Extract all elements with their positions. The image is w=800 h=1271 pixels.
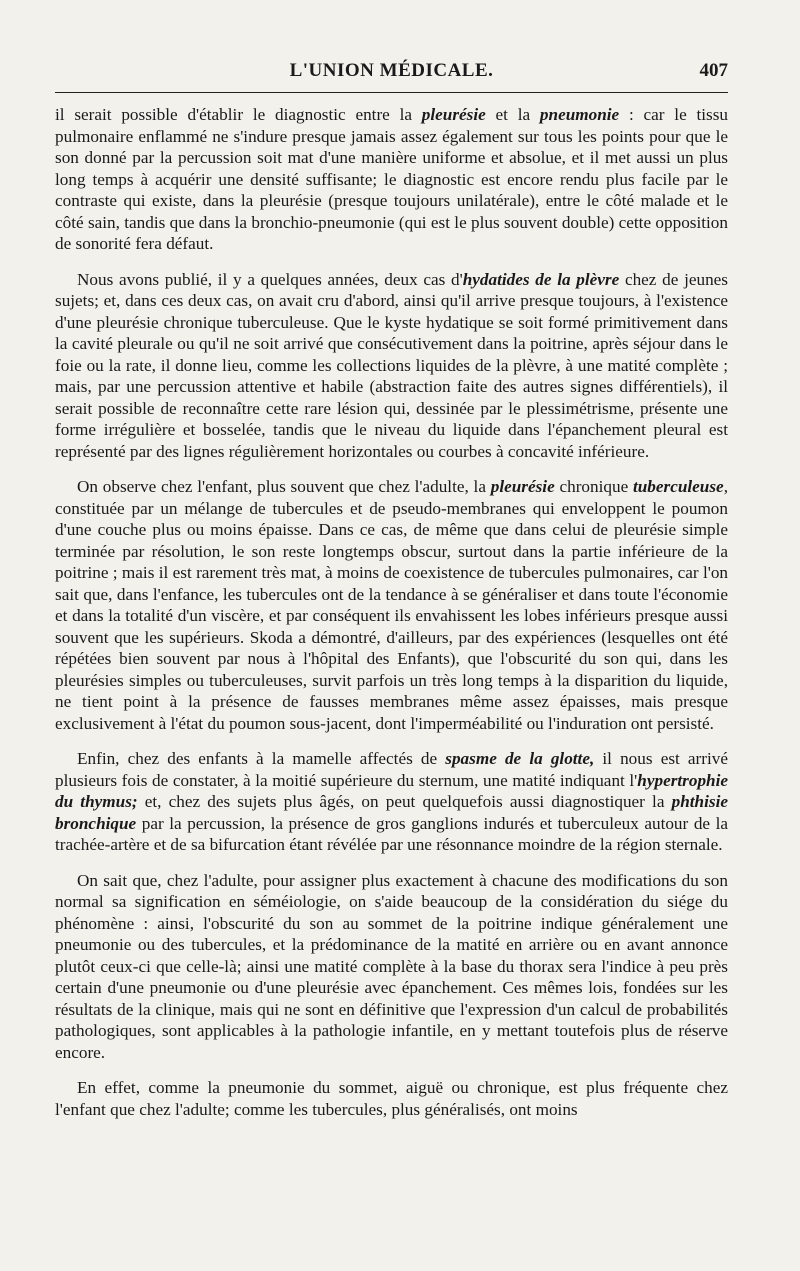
paragraph bbox=[55, 476, 728, 734]
text-run: il nous est arrivé plusieurs fois de constater, à la moitié supérieure du sternum, une matité indiquant l' bbox=[55, 749, 728, 790]
italic-term: tuberculeuse bbox=[632, 477, 724, 496]
italic-term: pneumonie bbox=[539, 105, 620, 124]
italic-term: spasme de la glotte, bbox=[445, 749, 595, 768]
italic-term: pleurésie bbox=[421, 105, 486, 124]
text-run: et la bbox=[485, 105, 540, 124]
italic-term: phthisie bronchique bbox=[55, 792, 728, 833]
text-run: chronique bbox=[554, 477, 633, 496]
paragraph bbox=[55, 104, 728, 255]
running-title: L'UNION MÉDICALE. bbox=[289, 60, 494, 81]
page-header bbox=[55, 58, 728, 88]
paragraph bbox=[55, 870, 728, 1064]
page-number: 407 bbox=[699, 60, 728, 81]
text-run: Enfin, chez des enfants à la mamelle affectés de bbox=[77, 749, 446, 768]
italic-term: pleurésie bbox=[490, 477, 555, 496]
text-run: et, chez des sujets plus âgés, on peut quelquefois aussi diagnostiquer la bbox=[137, 792, 672, 811]
italic-term: hypertrophie du thymus; bbox=[55, 770, 728, 811]
paragraph bbox=[55, 1077, 728, 1120]
text-run: En effet, comme la pneumonie du sommet, aiguë ou chronique, est plus fréquente chez l'enfant que chez l'adulte; comme les tubercules, plus généralisés, ont moins bbox=[55, 1078, 728, 1119]
text-run: Nous avons publié, il y a quelques années, deux cas d' bbox=[77, 269, 463, 289]
text-run: par la percussion, la présence de gros ganglions indurés et tuberculeux autour de la trachée-artère et de sa bifurcation étant révélée par une résonnance moindre de la région sternale. bbox=[55, 813, 728, 854]
body-text bbox=[55, 104, 728, 1120]
text-run: On observe chez l'enfant, plus souvent que chez l'adulte, la bbox=[77, 477, 491, 496]
text-run: il serait possible d'établir le diagnostic entre la bbox=[55, 105, 422, 124]
paragraph bbox=[55, 748, 728, 856]
italic-term: hydatides de la plèvre bbox=[462, 269, 620, 289]
text-run: , constituée par un mélange de tubercules et de pseudo-membranes qui enveloppent le poumon d'une couche plus ou moins épaisse. Dans ce cas, de même que dans celui de pleurésie simple terminée par résolution, le son reste longtemps obscur, surtout dans la partie inférieure de la poitrine ; mais il est rarement très mat, à moins de coexistence de tubercules pulmonaires, car l'on sait que, dans l'enfance, les tubercules ont de la tendance à se généraliser et dans toute l'économie et dans la totalité d'un viscère, et par conséquent ils envahissent les lobes inférieurs presque aussi souvent que les supérieurs. Skoda a démontré, d'ailleurs, par des expériences (lesquelles ont été répétées bien souvent par nous à l'hôpital des Enfants), que l'obscurité du son qui, dans les pleurésies simples ou tuberculeuses, survit parfois un très long temps à la disparition du liquide, ne tient point à la présence de fausses membranes même assez épaisses, mais presque exclusivement à l'état du poumon sous-jacent, dont l'imperméabilité ou l'induration ont persisté. bbox=[55, 477, 728, 733]
text-run: chez de jeunes sujets; et, dans ces deux cas, on avait cru d'abord, ainsi qu'il arrive presque toujours, à l'existence d'une pleurésie chronique tuberculeuse. Que le kyste hydatique se soit formé primitivement dans la cavité pleurale ou qu'il ne soit arrivé que consécutivement dans la poitrine, après séjour dans le foie ou la rate, il donne lieu, comme les collections liquides de la plèvre, à une matité complète ; mais, par une percussion attentive et habile (abstraction faite des autres signes différentiels), il serait possible de reconnaître cette rare lésion qui, dessinée par le plessimétrisme, présente une forme irrégulière et bosselée, tandis que le niveau du liquide dans l'épanchement pleural est représenté par des lignes régulièrement horizontales ou courbes à concavité inférieure. bbox=[55, 269, 728, 461]
text-run: On sait que, chez l'adulte, pour assigner plus exactement à chacune des modifications du son normal sa signification en séméiologie, on s'aide beaucoup de la considération du siége du phénomène : ainsi, l'obscurité du son au sommet de la poitrine indique généralement une pneumonie ou des tubercules, et la prédominance de la matité en arrière ou en avant annonce plutôt ceux-ci que celle-là; ainsi une matité complète à la base du thorax sera l'indice à peu près certain d'une pneumonie ou d'une pleurésie avec épanchement. Ces mêmes lois, fondées sur les résultats de la clinique, mais qui ne sont en définitive que l'expression d'un calcul de probabilités pathologiques, sont applicables à la pathologie infantile, en y mettant toutefois plus de réserve encore. bbox=[55, 870, 728, 1062]
header-rule bbox=[55, 92, 728, 93]
text-run: : car le tissu pulmonaire enflammé ne s'indure presque jamais assez également sur tous les points pour que le son donné par la percussion soit mat d'une manière uniforme et absolue, et il met aussi un plus long temps à acquérir une densité suffisante; le diagnostic est encore rendu plus facile par le contraste qui existe, dans la pleurésie (presque toujours unilatérale), entre le côté malade et le côté sain, tandis que dans la bronchio-pneumonie (qui est le plus souvent double) cette opposition de sonorité fera défaut. bbox=[55, 105, 729, 253]
paragraph bbox=[55, 269, 728, 463]
